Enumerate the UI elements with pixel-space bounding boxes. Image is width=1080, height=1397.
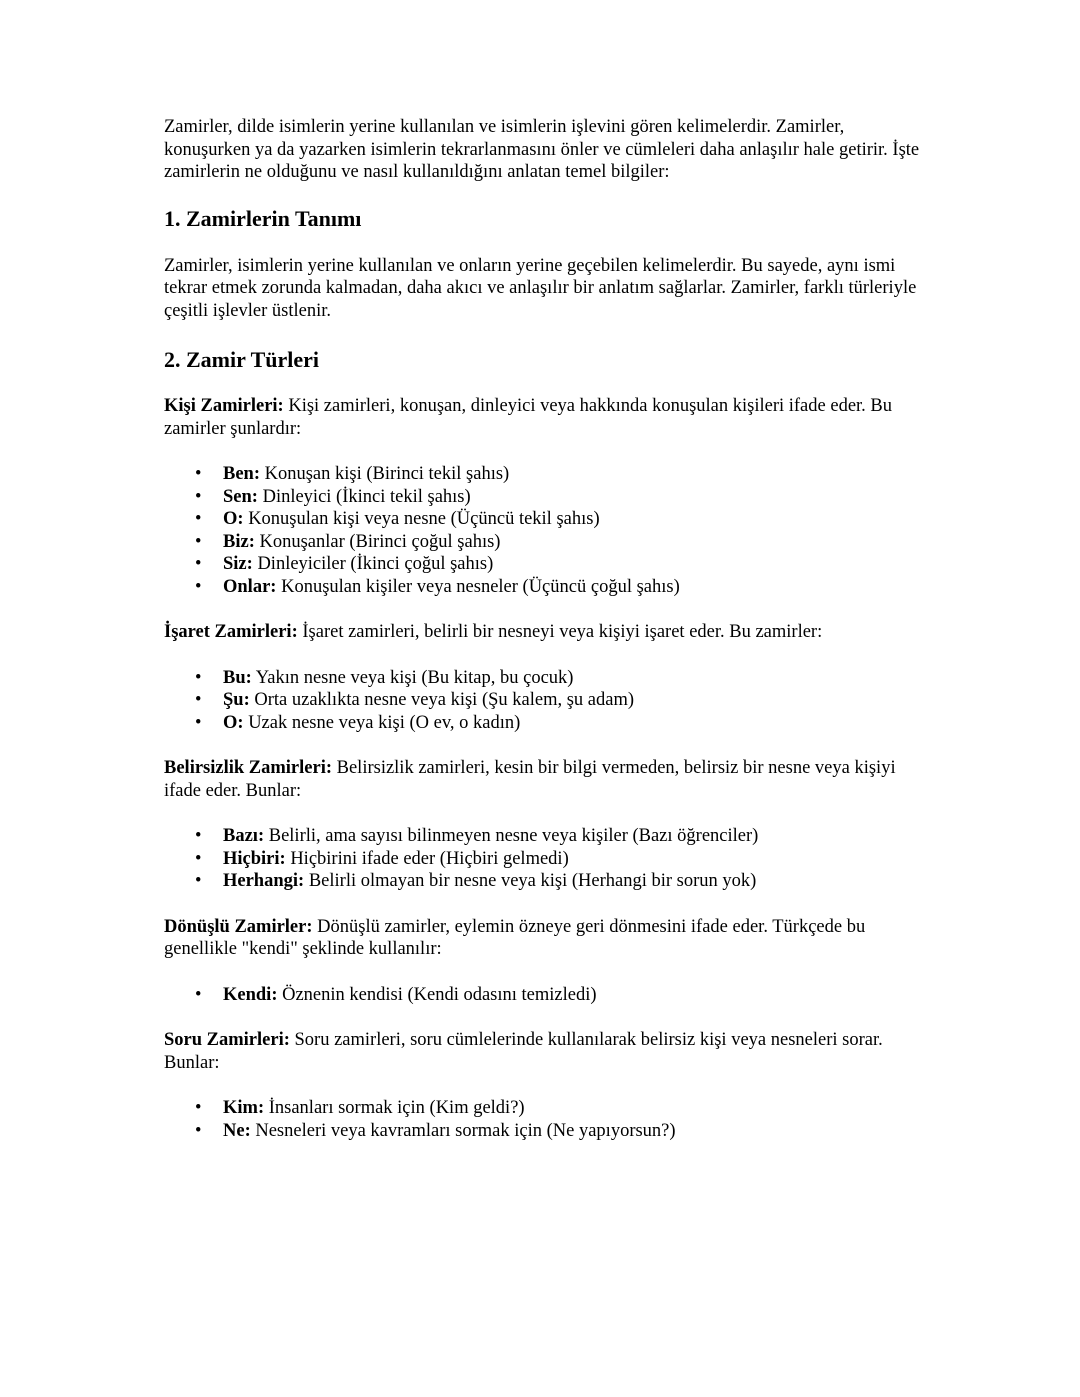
personal-pronouns-intro [164, 395, 924, 440]
list-item [164, 463, 924, 486]
reflexive-pronouns-text: Dönüşlü zamirler, eylemin özneye geri dönmesini ifade eder. Türkçede bu genellikle "kendi" şeklinde kullanılır: [164, 916, 866, 959]
list-item-desc: Konuşulan kişiler veya nesneler (Üçüncü çoğul şahıs) [276, 576, 680, 597]
list-item-desc: Orta uzaklıkta nesne veya kişi (Şu kalem, şu adam) [249, 690, 635, 710]
list-item-desc: Yakın nesne veya kişi (Bu kitap, bu çocuk) [251, 667, 574, 688]
bullet-icon: • [195, 464, 202, 484]
list-item [164, 1120, 924, 1143]
list-item-term: O: [223, 712, 244, 733]
list-item-term: O: [223, 509, 244, 529]
demonstrative-pronouns-list [164, 667, 924, 735]
bullet-icon: • [195, 509, 202, 529]
list-item-term: Kim: [223, 1098, 265, 1118]
definition-paragraph: Zamirler, isimlerin yerine kullanılan ve onların yerine geçebilen kelimelerdir. Bu sayede, aynı ismi tekrar etmek zorunda kalmadan, daha akıcı ve anlaşılır bir anlatım sağlarlar. Zamirler, farklı türleriyle çeşitli işlevler üstlenir. [164, 255, 917, 321]
list-item-desc: İnsanları sormak için (Kim geldi?) [264, 1098, 525, 1118]
indefinite-pronouns-label: Belirsizlik Zamirleri: [164, 758, 332, 778]
bullet-icon: • [195, 848, 202, 869]
indefinite-pronouns-intro [164, 757, 924, 802]
list-item [164, 531, 924, 554]
indefinite-pronouns-text: Belirsizlik zamirleri, kesin bir bilgi vermeden, belirsiz bir nesne veya kişiyi ifade eder. Bunlar: [164, 758, 896, 801]
intro-paragraph: Zamirler, dilde isimlerin yerine kullanılan ve isimlerin işlevini gören kelimelerdir. Zamirler, konuşurken ya da yazarken isimlerin tekrarlanmasını önler ve cümleleri daha anlaşılır hale getirir. İşte zamirlerin ne olduğunu ve nasıl kullanıldığını anlatan temel bilgiler: [164, 117, 920, 182]
demonstrative-pronouns-label: İşaret Zamirleri: [164, 622, 298, 642]
bullet-icon: • [195, 576, 202, 597]
list-item-term: Bazı: [223, 826, 265, 846]
list-item-desc: Nesneleri veya kavramları sormak için (Ne yapıyorsun?) [250, 1120, 676, 1141]
list-item-term: Herhangi: [223, 871, 305, 891]
list-item-term: Onlar: [223, 576, 277, 597]
list-item [164, 486, 924, 509]
list-item-desc: Konuşulan kişi veya nesne (Üçüncü tekil şahıs) [243, 509, 600, 529]
bullet-icon: • [195, 871, 202, 891]
personal-pronouns-list [164, 463, 924, 598]
question-pronouns-label: Soru Zamirleri: [164, 1030, 290, 1050]
bullet-icon: • [195, 712, 202, 733]
bullet-icon: • [195, 1098, 202, 1118]
bullet-icon: • [195, 531, 202, 552]
list-item [164, 1097, 924, 1120]
list-item [164, 689, 924, 712]
list-item-desc: Dinleyiciler (İkinci çoğul şahıs) [252, 554, 494, 574]
list-item-desc: Öznenin kendisi (Kendi odasını temizledi) [277, 984, 597, 1005]
bullet-icon: • [195, 554, 202, 574]
list-item [164, 870, 924, 893]
list-item [164, 508, 924, 531]
bullet-icon: • [195, 667, 202, 688]
section-heading-types: 2. Zamir Türleri [164, 347, 320, 372]
reflexive-pronouns-list [164, 984, 924, 1007]
list-item-term: Ne: [223, 1120, 251, 1141]
list-item [164, 576, 924, 599]
list-item [164, 825, 924, 848]
question-pronouns-intro [164, 1029, 924, 1074]
document-page [164, 116, 924, 1165]
list-item-desc: Dinleyici (İkinci tekil şahıs) [257, 486, 471, 507]
list-item-desc: Belirli olmayan bir nesne veya kişi (Herhangi bir sorun yok) [304, 871, 757, 891]
question-pronouns-list [164, 1097, 924, 1142]
personal-pronouns-text: Kişi zamirleri, konuşan, dinleyici veya hakkında konuşulan kişileri ifade eder. Bu zamirler şunlardır: [164, 396, 893, 439]
list-item [164, 984, 924, 1007]
list-item-term: Biz: [223, 531, 255, 552]
list-item-desc: Uzak nesne veya kişi (O ev, o kadın) [243, 712, 521, 733]
indefinite-pronouns-list [164, 825, 924, 893]
list-item-desc: Konuşanlar (Birinci çoğul şahıs) [254, 531, 501, 552]
list-item-term: Sen: [223, 486, 258, 507]
list-item-desc: Konuşan kişi (Birinci tekil şahıs) [260, 464, 510, 484]
list-item-term: Şu: [223, 690, 250, 710]
reflexive-pronouns-label: Dönüşlü Zamirler: [164, 916, 313, 937]
list-item-term: Kendi: [223, 984, 278, 1005]
list-item [164, 553, 924, 576]
bullet-icon: • [195, 690, 202, 710]
demonstrative-pronouns-intro [164, 621, 924, 644]
reflexive-pronouns-intro [164, 916, 924, 961]
bullet-icon: • [195, 826, 202, 846]
question-pronouns-text: Soru zamirleri, soru cümlelerinde kullanılarak belirsiz kişi veya nesneleri sorar. Bunlar: [164, 1030, 883, 1073]
list-item-desc: Hiçbirini ifade eder (Hiçbiri gelmedi) [285, 848, 569, 869]
bullet-icon: • [195, 486, 202, 507]
list-item-term: Ben: [223, 464, 260, 484]
list-item [164, 848, 924, 871]
list-item-term: Bu: [223, 667, 252, 688]
bullet-icon: • [195, 1120, 202, 1141]
list-item [164, 667, 924, 690]
bullet-icon: • [195, 984, 202, 1005]
list-item-term: Hiçbiri: [223, 848, 286, 869]
section-heading-definition: 1. Zamirlerin Tanımı [164, 205, 362, 231]
list-item [164, 712, 924, 735]
personal-pronouns-label: Kişi Zamirleri: [164, 396, 284, 416]
list-item-desc: Belirli, ama sayısı bilinmeyen nesne veya kişiler (Bazı öğrenciler) [264, 826, 759, 846]
list-item-term: Siz: [223, 554, 253, 574]
demonstrative-pronouns-text: İşaret zamirleri, belirli bir nesneyi veya kişiyi işaret eder. Bu zamirler: [297, 622, 823, 642]
